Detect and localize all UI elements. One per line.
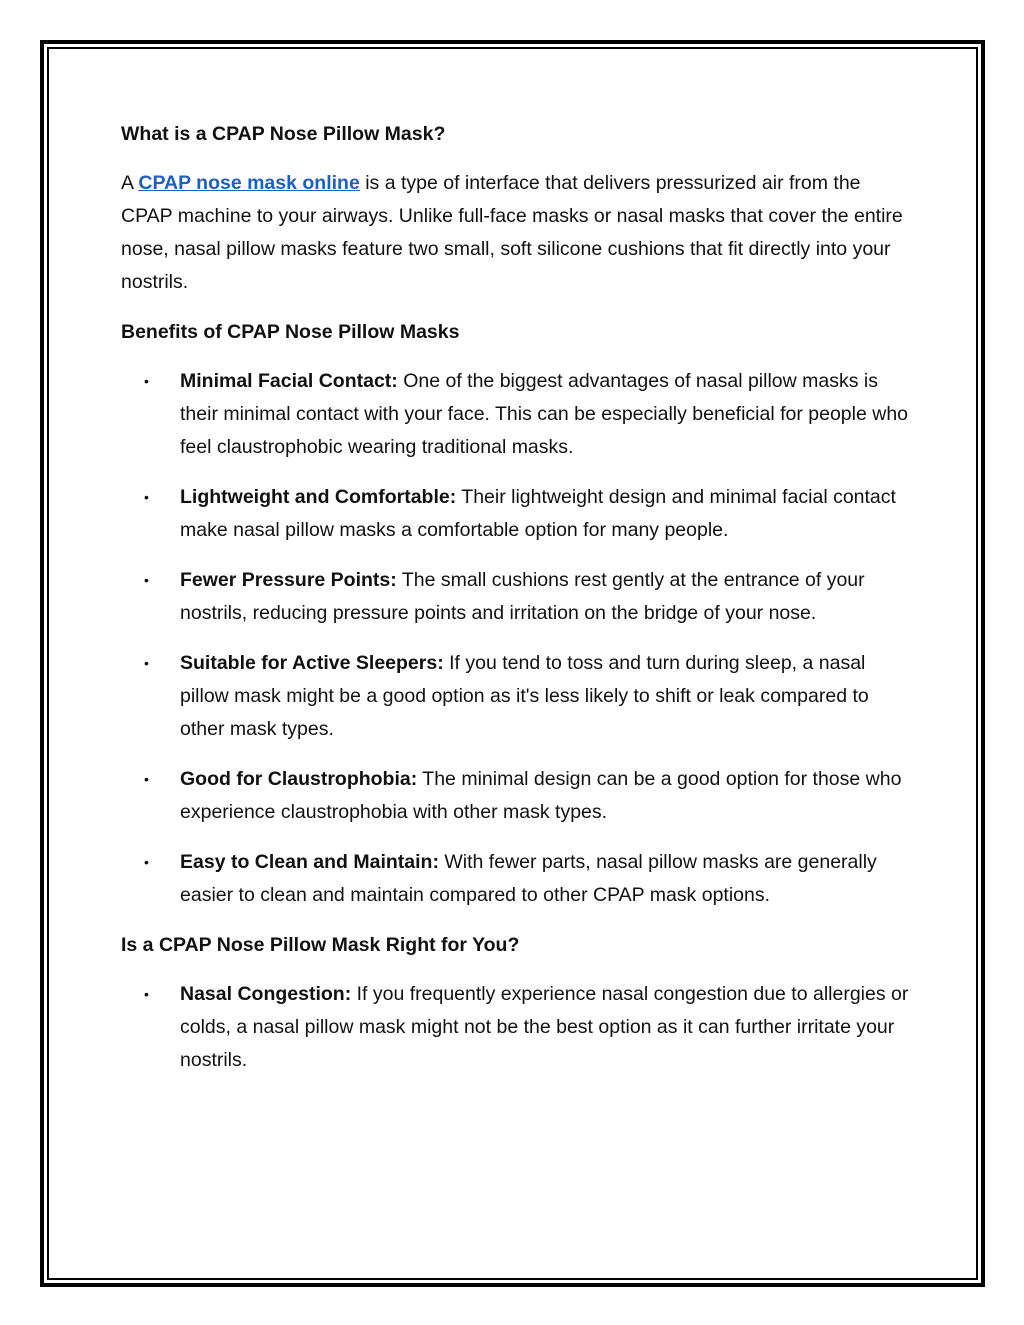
list-item: [121, 763, 911, 829]
list-item: [121, 365, 911, 464]
document-body: [121, 118, 911, 1094]
intro-suffix: is a type of interface that delivers pressurized air from the CPAP machine to your airways. Unlike full-face masks or nasal masks that cover the entire nose, nasal pillow masks feature two small, soft silicone cushions that fit directly into your nostrils.: [121, 172, 903, 293]
item-term: Suitable for Active Sleepers:: [180, 652, 444, 674]
item-text: If you frequently experience nasal congestion due to allergies or colds, a nasal pillow mask might not be the best option as it can further irritate your nostrils.: [180, 983, 909, 1071]
list-item: [121, 846, 911, 912]
item-term: Fewer Pressure Points:: [180, 569, 397, 591]
heading-right-for-you: Is a CPAP Nose Pillow Mask Right for You?: [121, 934, 520, 956]
item-text: One of the biggest advantages of nasal pillow masks is their minimal contact with your face. This can be especially beneficial for people who feel claustrophobic wearing traditional masks.: [180, 370, 909, 458]
item-term: Minimal Facial Contact:: [180, 370, 398, 392]
bullet-icon: •: [144, 771, 149, 787]
item-text: The minimal design can be a good option for those who experience claustrophobia with other mask types.: [180, 768, 902, 823]
item-term: Nasal Congestion:: [180, 983, 352, 1005]
item-text: Their lightweight design and minimal facial contact make nasal pillow masks a comfortable option for many people.: [180, 486, 896, 541]
cpap-nose-mask-link[interactable]: CPAP nose mask online: [138, 172, 360, 194]
item-term: Lightweight and Comfortable:: [180, 486, 457, 508]
item-term: Good for Claustrophobia:: [180, 768, 418, 790]
item-text: The small cushions rest gently at the entrance of your nostrils, reducing pressure points and irritation on the bridge of your nose.: [180, 569, 865, 624]
benefits-list: [121, 365, 911, 912]
item-text: With fewer parts, nasal pillow masks are generally easier to clean and maintain compared to other CPAP mask options.: [180, 851, 877, 906]
list-item: [121, 978, 911, 1077]
list-item: [121, 564, 911, 630]
intro-prefix: A: [121, 172, 139, 194]
item-term: Easy to Clean and Maintain:: [180, 851, 439, 873]
item-text: If you tend to toss and turn during sleep, a nasal pillow mask might be a good option as it's less likely to shift or leak compared to other mask types.: [180, 652, 869, 740]
bullet-icon: •: [144, 572, 149, 588]
bullet-icon: •: [144, 655, 149, 671]
intro-paragraph: [121, 167, 911, 299]
list-item: [121, 481, 911, 547]
heading-benefits: Benefits of CPAP Nose Pillow Masks: [121, 321, 460, 343]
bullet-icon: •: [144, 489, 149, 505]
bullet-icon: •: [144, 373, 149, 389]
heading-what-is: What is a CPAP Nose Pillow Mask?: [121, 123, 446, 145]
bullet-icon: •: [144, 986, 149, 1002]
bullet-icon: •: [144, 854, 149, 870]
considerations-list: [121, 978, 911, 1077]
list-item: [121, 647, 911, 746]
